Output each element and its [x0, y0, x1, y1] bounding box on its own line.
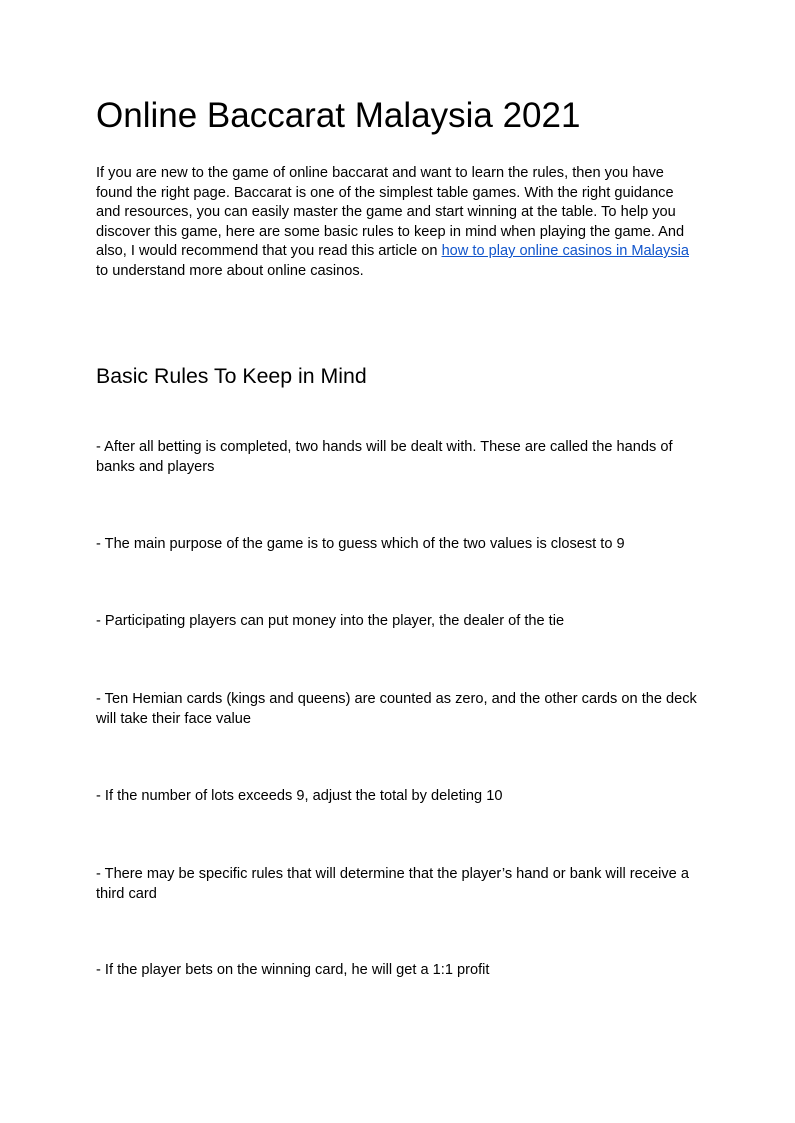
- section-heading: Basic Rules To Keep in Mind: [96, 364, 367, 388]
- rule-item: - If the player bets on the winning card, he will get a 1:1 profit: [96, 962, 490, 978]
- intro-text-after-link: to understand more about online casinos.: [96, 262, 364, 279]
- page-title: Online Baccarat Malaysia 2021: [96, 96, 581, 135]
- intro-text-before-link: If you are new to the game of online baccarat and want to learn the rules, then you have found the right page. Baccarat is one of the simplest table games. With the right guidance and resources, you can easily master the game and start winning at the table. To help you discover this game, here are some basic rules to keep in mind when playing the game. And also, I would recommend that you read this article on: [96, 165, 685, 259]
- rule-item: - If the number of lots exceeds 9, adjust the total by deleting 10: [96, 788, 503, 804]
- intro-paragraph: [96, 164, 701, 281]
- rule-item: - Participating players can put money into the player, the dealer of the tie: [96, 613, 565, 629]
- casino-guide-link[interactable]: how to play online casinos in Malaysia: [441, 243, 689, 259]
- rule-item: - The main purpose of the game is to guess which of the two values is closest to 9: [96, 536, 625, 552]
- rule-item: - There may be specific rules that will determine that the player’s hand or bank will receive a third card: [96, 866, 689, 902]
- rule-item: - Ten Hemian cards (kings and queens) are counted as zero, and the other cards on the deck will take their face value: [96, 691, 697, 727]
- rule-item: - After all betting is completed, two hands will be dealt with. These are called the hands of banks and players: [96, 439, 673, 475]
